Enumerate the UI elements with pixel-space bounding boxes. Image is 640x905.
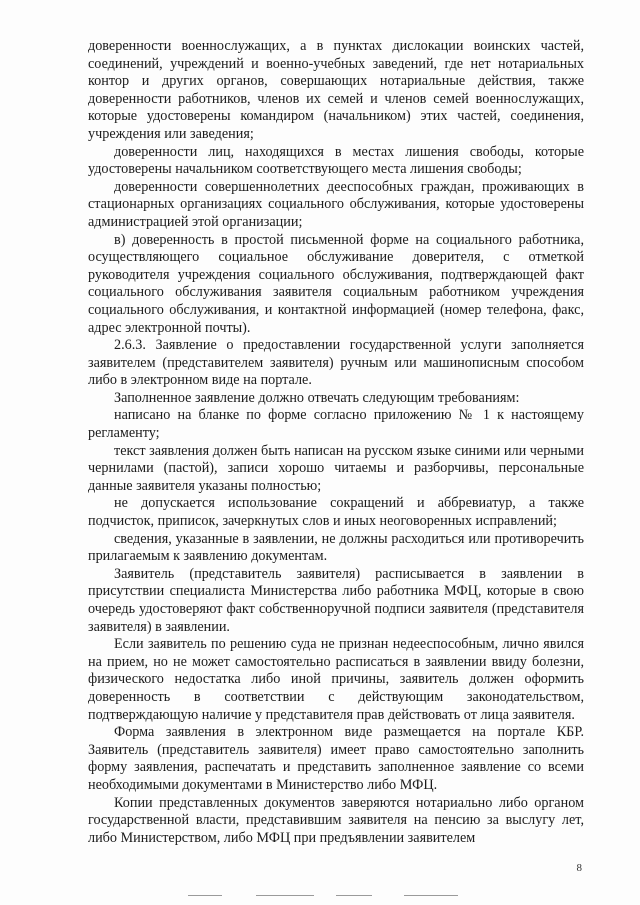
- footer-scan-lines: [0, 895, 640, 899]
- paragraph-requirement-language: текст заявления должен быть написан на русском языке синими или черными чернилами (пастой), записи хорошо читаемы и разборчивы, персональные данные заявителя указаны полностью;: [88, 442, 584, 494]
- paragraph-copies: Копии представленных документов заверяются нотариально либо органом государственной власти, представившим заявителя на пенсию за выслугу лет, либо Министерством, либо МФЦ при предъявлении заявителем: [88, 794, 584, 846]
- paragraph-requirement-form: написано на бланке по форме согласно приложению № 1 к настоящему регламенту;: [88, 407, 584, 442]
- paragraph-signature: Заявитель (представитель заявителя) расписывается в заявлении в присутствии специалиста Министерства либо работника МФЦ, которые в свою очередь удостоверяют факт собственноручной подписи заявителя (представителя заявителя) в заявлении.: [88, 565, 584, 635]
- paragraph-electronic-form: Форма заявления в электронном виде размещается на портале КБР. Заявитель (представитель заявителя) имеет право самостоятельно заполнить форму заявления, распечатать и представить заполненное заявление со всеми необходимыми документами в Министерство либо МФЦ.: [88, 724, 584, 793]
- paragraph-social-org-powers: доверенности совершеннолетних дееспособных граждан, проживающих в стационарных организациях социального обслуживания, которые удостоверены администрацией этой организации;: [88, 178, 584, 230]
- paragraph-requirements-intro: Заполненное заявление должно отвечать следующим требованиям:: [114, 389, 520, 406]
- paragraph-incapable-applicant: Если заявитель по решению суда не признан недееспособным, лично явился на прием, но не может самостоятельно расписаться в заявлении ввиду болезни, физического недостатка либо иной причины, заявитель должен оформить доверенность в соответствии с действующим законодательством, подтверждающую наличие у представителя прав действовать от лица заявителя.: [88, 636, 584, 723]
- paragraph-2-6-3: 2.6.3. Заявление о предоставлении государственной услуги заполняется заявителем (представителем заявителя) ручным или машинописным способом либо в электронном виде на портале.: [88, 337, 584, 389]
- page-number: 8: [576, 862, 582, 874]
- paragraph-requirement-consistency: сведения, указанные в заявлении, не должны расходиться или противоречить прилагаемым к заявлению документам.: [88, 530, 584, 565]
- paragraph-military-powers: доверенности военнослужащих, а в пунктах дислокации воинских частей, соединений, учреждений и военно-учебных заведений, где нет нотариальных контор и других органов, совершающих нотариальные действия, также доверенности работников, членов их семей и членов семей военнослужащих, которые удостоверены командиром (начальником) этих частей, соединения, учреждения или заведения;: [88, 38, 584, 142]
- paragraph-prison-powers: доверенности лиц, находящихся в местах лишения свободы, которые удостоверены начальником соответствующего места лишения свободы;: [88, 143, 584, 178]
- document-body: [88, 38, 584, 847]
- paragraph-social-worker-power: в) доверенность в простой письменной форме на социального работника, осуществляющего социальное обслуживание доверителя, с отметкой руководителя учреждения социального обслуживания, подтверждающей факт социального обслуживания заявителя социальным работником учреждения социального обслуживания, и контактной информацией (номер телефона, факс, адрес электронной почты).: [88, 231, 584, 336]
- paragraph-requirement-no-abbreviations: не допускается использование сокращений и аббревиатур, а также подчисток, приписок, зачеркнутых слов и иных неоговоренных исправлений;: [88, 495, 584, 530]
